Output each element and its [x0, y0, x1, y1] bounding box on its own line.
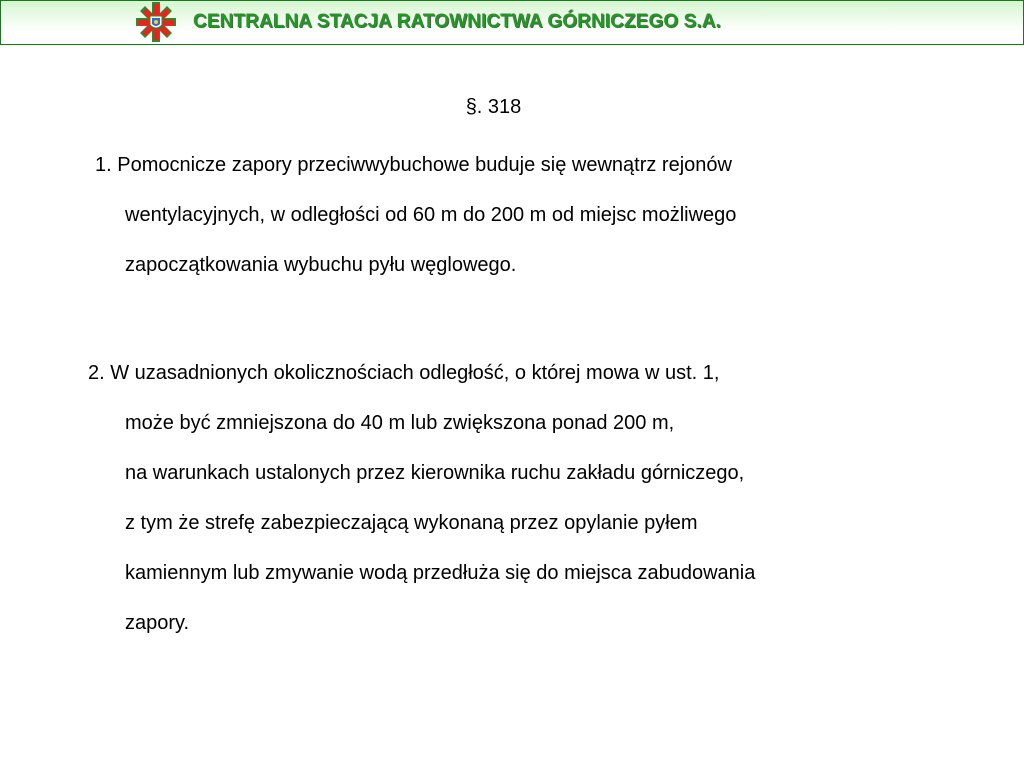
header-title: CENTRALNA STACJA RATOWNICTWA GÓRNICZEGO S.A.: [193, 11, 721, 32]
section-number: §. 318: [465, 96, 522, 118]
paragraph-1: [95, 140, 736, 290]
paragraph-2-line: może być zmniejszona do 40 m lub zwiększona ponad 200 m,: [125, 412, 675, 434]
paragraph-2: [88, 348, 755, 648]
paragraph-2-line: 2. W uzasadnionych okolicznościach odległość, o której mowa w ust. 1,: [88, 362, 720, 384]
paragraph-2-line: zapory.: [125, 612, 190, 634]
paragraph-1-line: zapoczątkowania wybuchu pyłu węglowego.: [125, 254, 517, 276]
header-bar: [0, 0, 1024, 45]
paragraph-2-line: z tym że strefę zabezpieczającą wykonaną przez opylanie pyłem: [125, 512, 698, 534]
paragraph-2-line: na warunkach ustalonych przez kierownika ruchu zakładu górniczego,: [125, 462, 745, 484]
paragraph-1-line: wentylacyjnych, w odległości od 60 m do 200 m od miejsc możliwego: [125, 204, 737, 226]
paragraph-2-line: kamiennym lub zmywanie wodą przedłuża się do miejsca zabudowania: [125, 562, 756, 584]
mine-rescue-cross-icon: [135, 1, 177, 43]
paragraph-1-line: 1. Pomocnicze zapory przeciwwybuchowe buduje się wewnątrz rejonów: [95, 154, 732, 176]
